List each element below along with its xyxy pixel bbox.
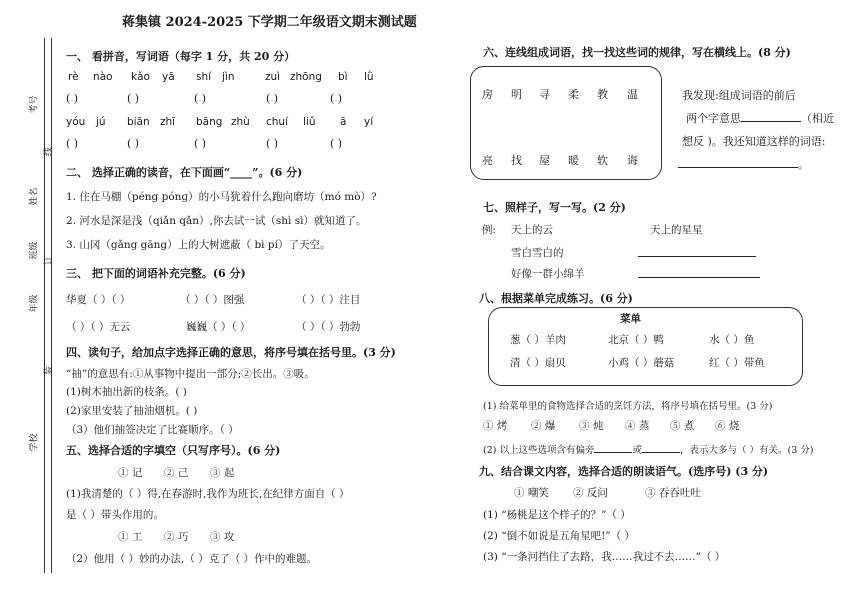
menu-item[interactable]: 小鸡（ ）蘑菇 <box>608 357 675 369</box>
method-option: ① 烤 <box>483 420 508 432</box>
pinyin: rè <box>68 71 79 83</box>
school-label: 学校 <box>29 433 40 452</box>
q3-idiom[interactable]: 华夏（ ）（ ） <box>66 294 131 306</box>
q5-line: 是（ ）带头作用的。 <box>66 509 164 521</box>
q2-item: 1. 住在马棚（péng pónɡ）的小马犹着什么跑向磨坊（mó mò）? <box>66 191 377 203</box>
q3-idiom[interactable]: （ ）（ ）勃勃 <box>296 321 361 333</box>
q7-example-right: 天上的星星 <box>650 224 703 236</box>
answer-paren[interactable]: ( ) <box>194 92 207 105</box>
q5-option: ③ 攻 <box>210 531 235 543</box>
answer-paren[interactable]: ( ) <box>66 92 79 105</box>
q8-blank[interactable] <box>594 441 632 453</box>
pinyin: biān <box>127 116 150 128</box>
q8-sub2 <box>483 441 814 456</box>
q7-line: 雪白雪白的 <box>511 247 564 259</box>
q2-item: 2. 河水是深是浅（qiǎn qǎn）,你去试一试（shì sì）就知道了。 <box>66 215 367 227</box>
q8-blank[interactable] <box>642 441 680 453</box>
q9-heading: 九、结合课文内容，选择合适的朗读语气。(选序号) (3 分) <box>479 465 769 478</box>
q5-line: （2）他用（ ）妙的办法,（ ）克了（ ）作中的难题。 <box>66 553 318 565</box>
q8-sub2-text: (2) 以上这些选项含有偏旁 <box>483 445 595 456</box>
q6-finding: 我发现:组成词语的前后 <box>682 89 796 102</box>
q8-sub1: (1) 给菜单里的食物选择合适的烹饪方法，将序号填在括号里。(3 分) <box>483 401 773 412</box>
pinyin: yí <box>364 116 374 128</box>
method-option: ④ 蒸 <box>625 420 650 432</box>
q6-blank[interactable] <box>678 156 798 168</box>
pinyin: kǎo <box>131 71 150 83</box>
q7-example-left: 天上的云 <box>511 224 553 236</box>
q9-item: (2) “倒不如说是五角星吧!”（ ） <box>483 530 636 542</box>
pinyin: chuí <box>266 116 288 128</box>
q4-item: （3）他们抽签决定了比赛顺序。（ ） <box>66 424 239 436</box>
q7-blank[interactable] <box>638 266 760 278</box>
q5-option: ③ 起 <box>210 467 235 479</box>
char[interactable]: 找 <box>511 154 522 167</box>
q5-option: ① 工 <box>118 531 143 543</box>
name-label: 姓名 <box>29 187 40 206</box>
char[interactable]: 温 <box>627 88 638 101</box>
q6-finding: 想反 )。我还知道这样的词语: <box>682 135 826 148</box>
menu-item[interactable]: 清（ ）扇贝 <box>510 357 566 369</box>
char[interactable]: 诲 <box>627 154 638 167</box>
menu-title: 菜单 <box>620 313 641 325</box>
binding-line-inner <box>51 38 52 573</box>
q5-option: ① 记 <box>118 467 143 479</box>
pinyin: ā <box>340 116 347 128</box>
q9-option: ③ 吞吞吐吐 <box>645 487 701 499</box>
q7-blank[interactable] <box>638 245 756 257</box>
pinyin: yā <box>162 71 175 83</box>
pinyin: zuì <box>265 71 281 83</box>
answer-paren[interactable]: ( ) <box>330 137 343 150</box>
char[interactable]: 房 <box>482 88 493 101</box>
pinyin: yóu <box>66 116 86 128</box>
q9-option: ① 嘲笑 <box>514 487 549 499</box>
q5-line: (1)我清楚的（ ）得,在春游时,我作为班长,在纪律方面自（ ） <box>66 488 350 500</box>
q2-item: 3. 山冈（gǎng gāng）上的大树遮蔽（ bì pí）了天空。 <box>66 239 331 251</box>
pinyin: shí <box>196 71 212 83</box>
method-option: ⑥ 烧 <box>715 420 740 432</box>
q5-heading: 五、选择合适的字填空（只写序号）。(6 分) <box>66 444 281 457</box>
cut-word-bind: 订 <box>44 255 55 266</box>
q6-finding-text: （相近 <box>801 112 834 125</box>
binding-line-outer <box>44 38 45 573</box>
grade-label: 年级 <box>29 294 40 313</box>
answer-paren[interactable]: ( ) <box>127 137 140 150</box>
q6-finding-line2 <box>686 110 834 126</box>
q9-item: (3) “一条河挡住了去路，我……我过不去……”（ ） <box>483 551 726 563</box>
q3-idiom[interactable]: （ ）（ ）注目 <box>296 294 361 306</box>
q3-idiom[interactable]: （ ）（ ）图强 <box>180 294 245 306</box>
q3-idiom[interactable]: 巍巍（ ）（ ） <box>186 321 251 333</box>
q9-option: ② 反问 <box>573 487 608 499</box>
q8-sub2-text: 或 <box>632 445 642 456</box>
pinyin: jìn <box>222 71 235 83</box>
q7-heading: 七、照样子，写一写。(2 分) <box>483 201 626 214</box>
class-label: 班级 <box>29 241 40 260</box>
answer-paren[interactable]: ( ) <box>330 92 343 105</box>
q5-option: ② 巧 <box>164 531 189 543</box>
q6-heading: 六、连线组成词语，找一找这些词的规律，写在横线上。(8 分) <box>483 46 791 59</box>
answer-paren[interactable]: ( ) <box>66 137 79 150</box>
q8-heading: 八、根据菜单完成练习。(6 分) <box>479 292 633 305</box>
q7-example-label: 例: <box>482 224 497 236</box>
q4-intro: “抽”的意思有:①从事物中提出一部分;②长出。③吸。 <box>66 368 315 380</box>
q8-sub2-text: ，表示大多与（ ）有关。(3 分) <box>680 445 814 456</box>
q4-heading: 四、读句子，给加点字选择正确的意思，将序号填在括号里。(3 分) <box>66 346 396 359</box>
cut-word-line: 线 <box>44 146 55 157</box>
char[interactable]: 明 <box>511 88 522 101</box>
answer-paren[interactable]: ( ) <box>127 92 140 105</box>
q6-finding-text: 两个字意思 <box>686 112 741 125</box>
q4-item: (1)树木抽出新的枝条。( ) <box>66 386 187 398</box>
q2-heading: 二、 选择正确的读音，在下面画“____”。(6 分) <box>66 166 303 179</box>
char[interactable]: 寻 <box>539 88 550 101</box>
answer-paren[interactable]: ( ) <box>266 92 279 105</box>
pinyin: zhī <box>160 116 176 128</box>
q3-heading: 三、 把下面的词语补充完整。(6 分) <box>66 267 246 280</box>
method-option: ③ 炖 <box>579 420 604 432</box>
pinyin: jú <box>96 116 106 128</box>
exam-title: 蒋集镇 2024-2025 下学期二年级语文期末测试题 <box>122 15 417 30</box>
q6-finding-line4 <box>678 156 809 172</box>
q3-idiom[interactable]: （ ）（ ）无云 <box>66 321 131 333</box>
q6-finding-text: 。 <box>798 158 809 171</box>
cut-word-install: 装 <box>44 365 55 376</box>
method-option: ⑤ 煮 <box>670 420 695 432</box>
method-option: ② 爆 <box>531 420 556 432</box>
q4-item: (2)家里安装了抽油烟机。( ) <box>66 405 198 417</box>
menu-item[interactable]: 葱（ ）羊肉 <box>510 334 566 346</box>
pinyin: bì <box>338 71 348 83</box>
menu-item[interactable]: 红（ ）带鱼 <box>709 357 765 369</box>
q1-heading: 一、 看拼音，写词语（每字 1 分，共 20 分） <box>66 50 296 63</box>
char[interactable]: 软 <box>597 154 608 167</box>
q6-blank[interactable] <box>741 110 801 122</box>
exam-number-label: 考号 <box>29 95 40 114</box>
pinyin: bāng <box>196 116 223 128</box>
char[interactable]: 暖 <box>568 154 579 167</box>
pinyin: nào <box>93 71 113 83</box>
char[interactable]: 教 <box>597 88 608 101</box>
pinyin: lǜ <box>364 71 374 83</box>
menu-item[interactable]: 北京（ ）鸭 <box>608 334 664 346</box>
answer-paren[interactable]: ( ) <box>266 137 279 150</box>
char[interactable]: 亮 <box>482 154 493 167</box>
q9-item: (1) “杨桃是这个样子的？”（ ） <box>483 509 631 521</box>
char[interactable]: 屋 <box>539 154 550 167</box>
menu-item[interactable]: 水（ ）鱼 <box>709 334 755 346</box>
pinyin: zhù <box>231 116 250 128</box>
q7-line: 好像一群小绵羊 <box>511 268 585 280</box>
pinyin: liǔ <box>303 116 316 128</box>
pinyin: zhōng <box>290 71 322 83</box>
answer-paren[interactable]: ( ) <box>194 137 207 150</box>
char[interactable]: 柔 <box>568 88 579 101</box>
q5-option: ② 己 <box>164 467 189 479</box>
